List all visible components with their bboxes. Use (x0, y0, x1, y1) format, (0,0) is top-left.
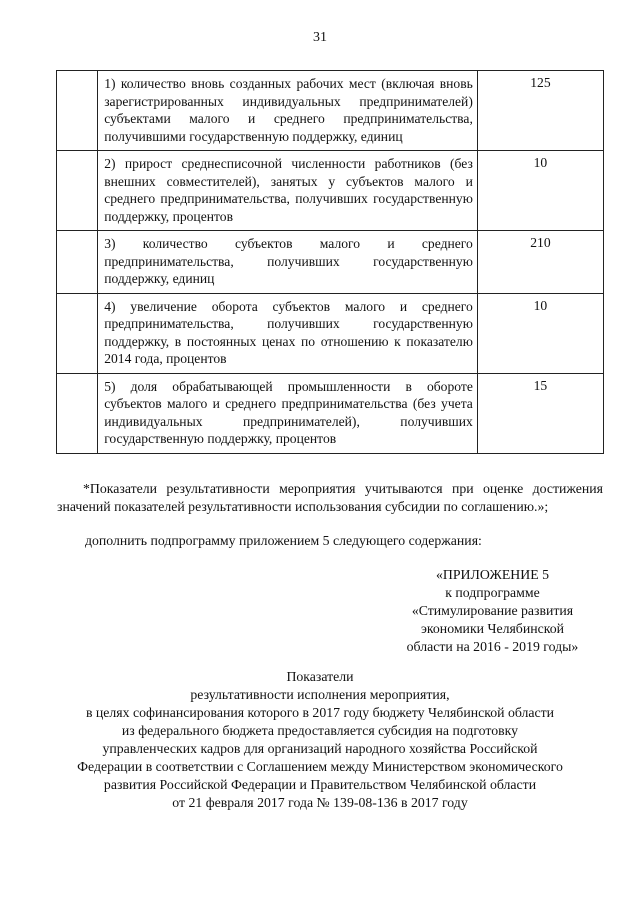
indicator-value: 125 (477, 71, 603, 151)
empty-cell (57, 293, 98, 373)
table-row (57, 71, 604, 151)
title-line: результативности исполнения мероприятия, (190, 687, 450, 702)
table-row (57, 293, 604, 373)
appendix-line: экономики Челябинской (420, 621, 564, 636)
appendix-line: «Стимулирование развития (411, 603, 574, 618)
title-line: Показатели (286, 669, 354, 684)
empty-cell (57, 373, 98, 453)
title-line: Федерации в соответствии с Соглашением между Министерством экономического (77, 759, 563, 774)
footnote (57, 480, 603, 516)
indicator-description: 3) количество субъектов малого и среднего предпринимательства, получивших государственную поддержку, единиц (98, 231, 478, 294)
footnote-text: *Показатели результативности мероприятия учитываются при оценке достижения значений показателей результативности использования субсидии по соглашению.»; (57, 481, 603, 514)
empty-cell (57, 71, 98, 151)
title-line: управленческих кадров для организаций народного хозяйства Российской (102, 741, 538, 756)
indicator-value: 10 (477, 151, 603, 231)
indicator-value: 210 (477, 231, 603, 294)
table-row (57, 231, 604, 294)
empty-cell (57, 231, 98, 294)
appendix-line: к подпрограмме (445, 585, 540, 600)
indicator-value: 15 (477, 373, 603, 453)
appendix-line: «ПРИЛОЖЕНИЕ 5 (436, 567, 549, 582)
instruction-text: дополнить подпрограмму приложением 5 следующего содержания: (85, 533, 482, 548)
indicator-description: 5) доля обрабатывающей промышленности в обороте субъектов малого и среднего предпринимательства (без учета индивидуальных предпринимателей), получивших государственную поддержку, процентов (98, 373, 478, 453)
indicators-table (56, 70, 604, 454)
page-number: 31 (313, 30, 327, 45)
empty-cell (57, 151, 98, 231)
title-line: развития Российской Федерации и Правительством Челябинской области (103, 777, 537, 792)
title-line: из федерального бюджета предоставляется субсидия на подготовку (121, 723, 519, 738)
indicator-description: 1) количество вновь созданных рабочих мест (включая вновь зарегистрированных индивидуальных предпринимателей) субъектами малого и среднего предпринимательства, получившими государственную поддержку, единиц (98, 71, 478, 151)
appendix-header (380, 566, 605, 656)
indicator-description: 2) прирост среднесписочной численности работников (без внешних совместителей), занятых у субъектов малого и среднего предпринимательства, получивших государственную поддержку, процентов (98, 151, 478, 231)
table-row (57, 151, 604, 231)
indicator-description: 4) увеличение оборота субъектов малого и среднего предпринимательства, получивших государственную поддержку, в постоянных ценах по отношению к показателю 2014 года, процентов (98, 293, 478, 373)
title-line: в целях софинансирования которого в 2017 году бюджету Челябинской области (85, 705, 555, 720)
table-row (57, 373, 604, 453)
indicator-value: 10 (477, 293, 603, 373)
title-line: от 21 февраля 2017 года № 139-08-136 в 2017 году (172, 795, 468, 810)
document-title (40, 668, 600, 812)
appendix-line: области на 2016 - 2019 годы» (406, 639, 579, 654)
